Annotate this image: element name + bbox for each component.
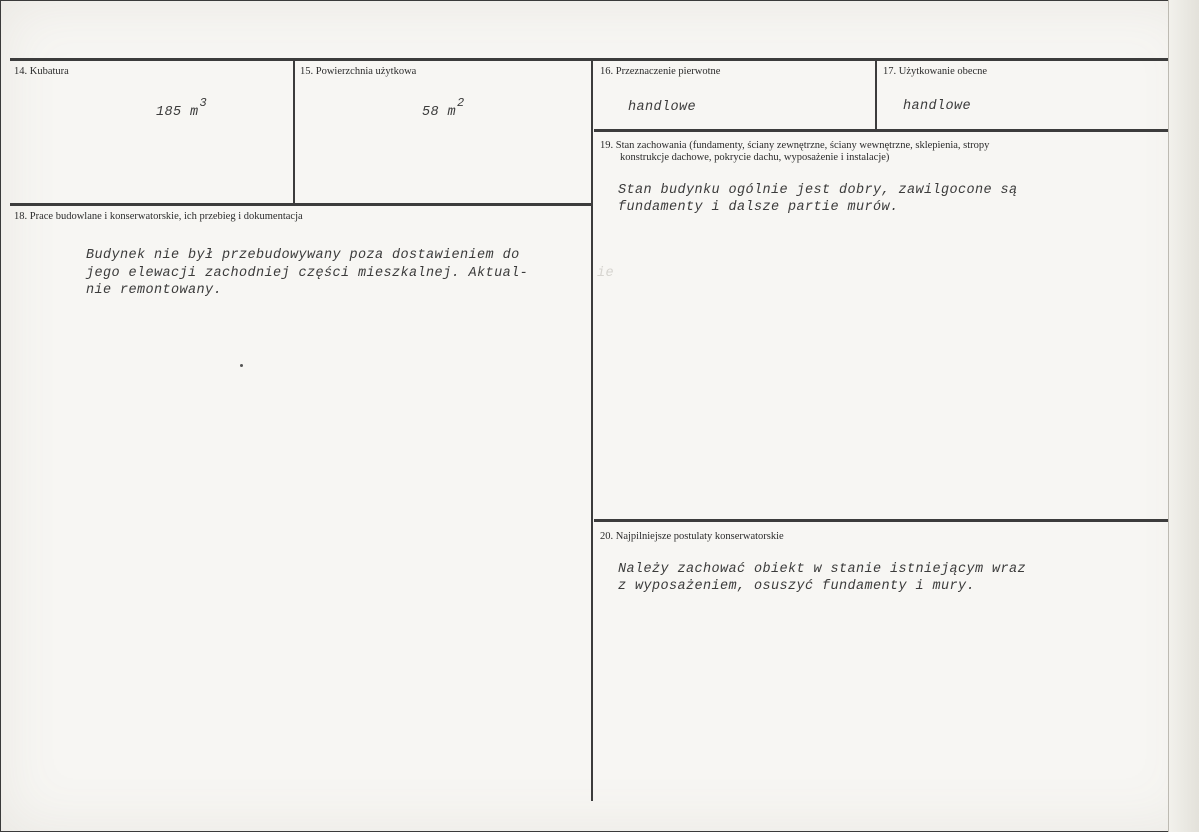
field-14-label: 14. Kubatura (14, 66, 69, 77)
field-18-line-3: nie remontowany. (86, 283, 223, 298)
field-18-line-1: Budynek nie był przebudowywany poza dostawieniem do (86, 248, 520, 263)
field-20-label: 20. Najpilniejsze postulaty konserwatorskie (600, 531, 784, 542)
field-19-label-line-1: 19. Stan zachowania (fundamenty, ściany zewnętrzne, ściany wewnętrzne, sklepienia, stropy (600, 140, 990, 151)
field-15-number: 58 m (422, 105, 457, 120)
rule-row1-bottom-left (10, 203, 591, 206)
field-14-value (156, 96, 208, 122)
field-16-label: 16. Przeznaczenie pierwotne (600, 66, 721, 77)
field-20-line-2: z wyposażeniem, osuszyć fundamenty i mury. (618, 579, 976, 594)
field-19-label-line-2: konstrukcje dachowe, pokrycie dachu, wyposażenie i instalacje) (620, 152, 890, 163)
field-20-line-1: Należy zachować obiekt w stanie istniejącym wraz (618, 562, 1027, 577)
field-14-exponent: 3 (199, 96, 208, 110)
field-16-value: handlowe (628, 100, 697, 115)
field-17-value: handlowe (903, 99, 972, 114)
field-17-label: 17. Użytkowanie obecne (883, 66, 988, 77)
card-edge (1168, 0, 1199, 832)
field-19-line-1: Stan budynku ogólnie jest dobry, zawilgocone są (618, 183, 1018, 198)
rule-row1-bottom-right (594, 129, 1168, 132)
field-14-number: 185 m (156, 105, 199, 120)
field-15-label: 15. Powierzchnia użytkowa (300, 66, 417, 77)
ink-speck (240, 364, 243, 367)
divider-14-15 (293, 59, 295, 204)
divider-16-17 (875, 59, 877, 130)
field-15-exponent: 2 (457, 96, 465, 110)
field-18-line-2: jego elewacji zachodniej części mieszkalnej. Aktual- (86, 266, 529, 281)
top-rule (10, 58, 1168, 61)
rule-section-20 (594, 519, 1168, 522)
field-15-value (422, 96, 465, 122)
field-18-label: 18. Prace budowlane i konserwatorskie, ich przebieg i dokumentacja (14, 211, 303, 222)
field-18-overflow-text: ie (597, 266, 615, 281)
field-19-line-2: fundamenty i dalsze partie murów. (618, 200, 899, 215)
divider-main (591, 59, 593, 801)
